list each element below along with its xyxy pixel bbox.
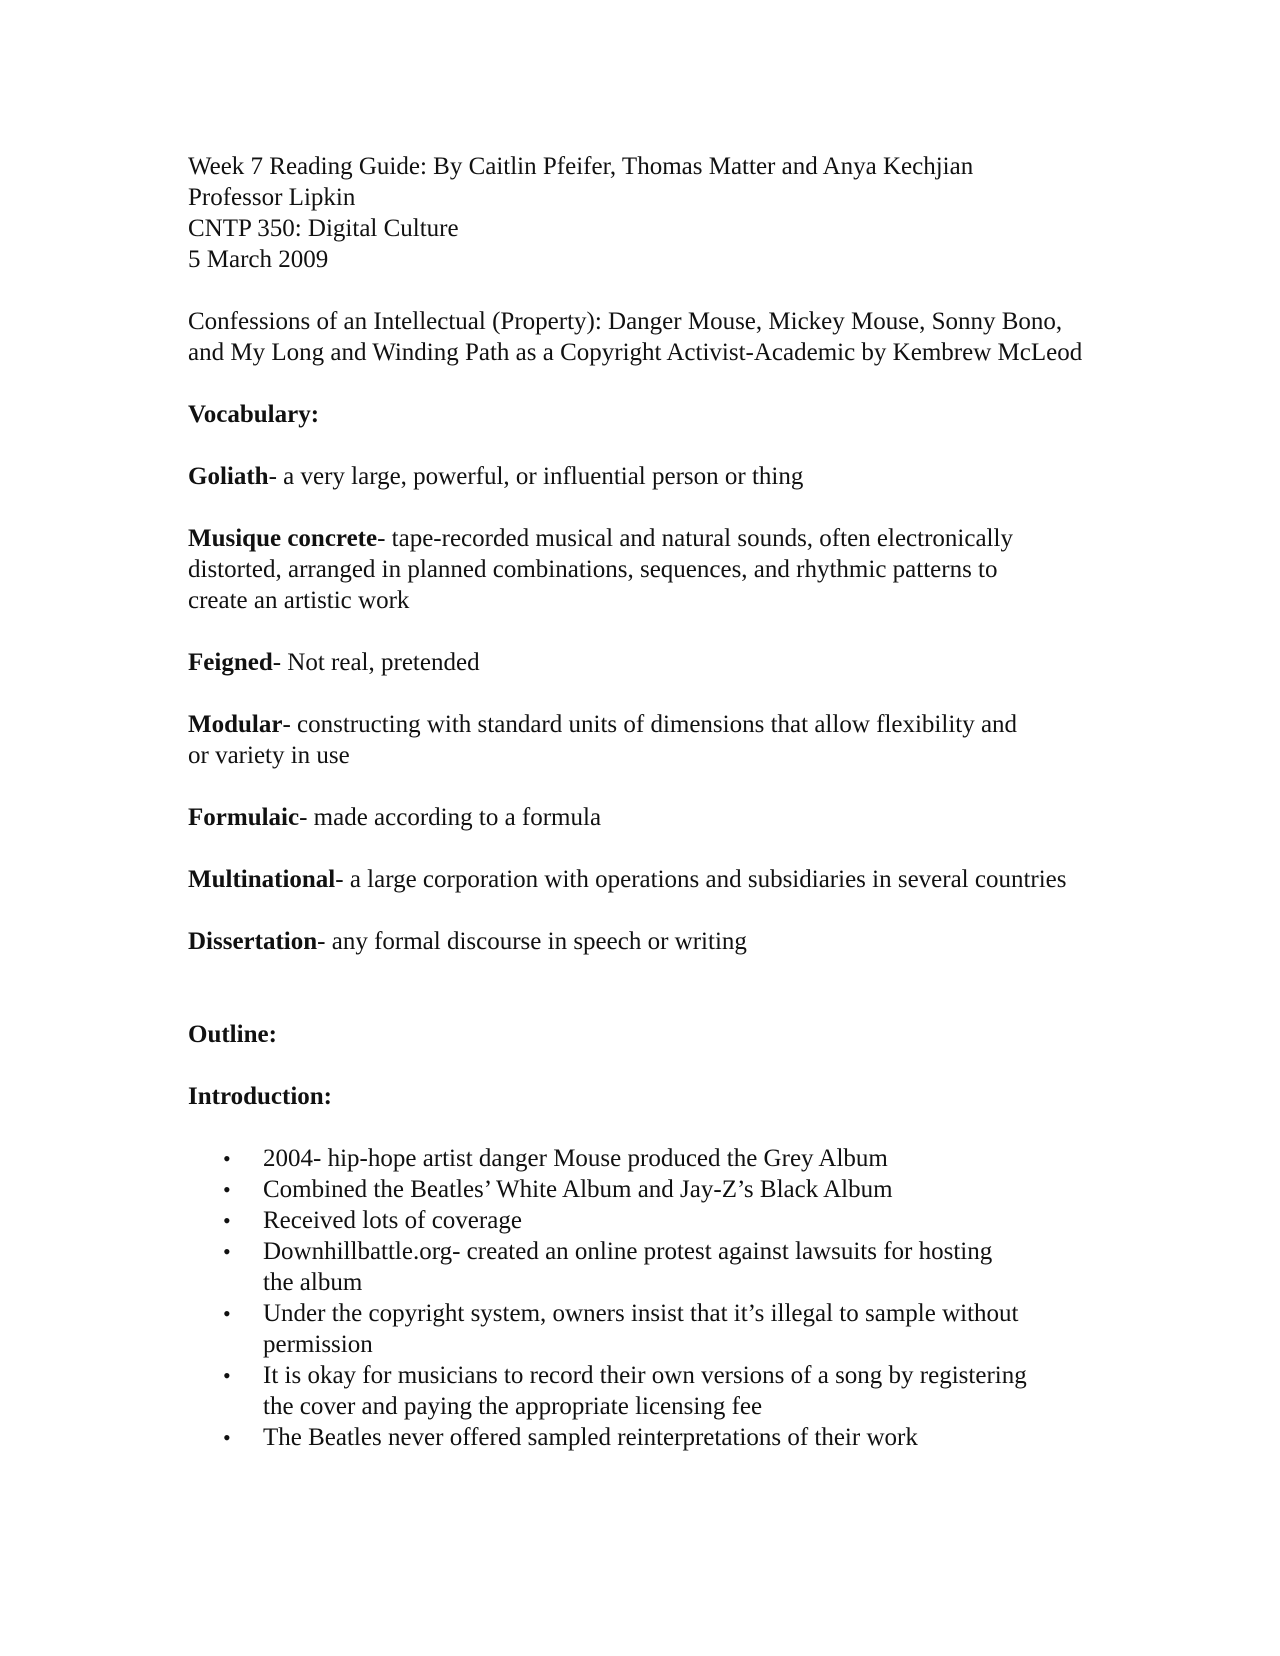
bullet-icon: •	[223, 1177, 231, 1202]
document-title: Week 7 Reading Guide: By Caitlin Pfeifer, Thomas Matter and Anya Kechjian	[188, 153, 974, 180]
vocab-term: Goliath	[188, 463, 269, 490]
bullet-icon: •	[223, 1301, 231, 1326]
course-name: CNTP 350: Digital Culture	[188, 215, 459, 242]
vocab-definition: - made according to a formula	[299, 804, 602, 831]
vocab-item	[188, 461, 1088, 492]
bullet-icon: •	[223, 1146, 231, 1171]
list-item-text: Combined the Beatles’ White Album and Jay-Z’s Black Album	[263, 1176, 893, 1203]
vocab-term: Formulaic	[188, 804, 300, 831]
vocab-definition: - constructing with standard units of dimensions that allow flexibility and or variety in use	[188, 711, 1018, 769]
vocab-term: Modular	[188, 711, 283, 738]
list-item	[188, 1236, 1028, 1298]
professor-name: Professor Lipkin	[188, 184, 356, 211]
list-item	[188, 1205, 1028, 1236]
vocab-definition: - a very large, powerful, or influential person or thing	[268, 463, 804, 490]
bullet-icon: •	[223, 1208, 231, 1233]
vocabulary-heading: Vocabulary:	[188, 401, 320, 428]
vocab-item	[188, 864, 1088, 895]
list-item-text: Downhillbattle.org- created an online protest against lawsuits for hosting the album	[263, 1238, 993, 1296]
list-item-text: The Beatles never offered sampled reinterpretations of their work	[263, 1424, 918, 1451]
bullet-icon: •	[223, 1425, 231, 1450]
bullet-icon: •	[223, 1239, 231, 1264]
vocab-definition: - Not real, pretended	[272, 649, 480, 676]
document-body	[188, 151, 1088, 1453]
introduction-heading: Introduction:	[188, 1083, 333, 1110]
vocab-term: Multinational	[188, 866, 336, 893]
article-title-line-2: and My Long and Winding Path as a Copyright Activist-Academic by Kembrew McLeod	[188, 339, 1083, 366]
vocab-term: Feigned	[188, 649, 273, 676]
list-item	[188, 1360, 1028, 1422]
vocab-item	[188, 802, 1088, 833]
article-title-line-1: Confessions of an Intellectual (Property): Danger Mouse, Mickey Mouse, Sonny Bono,	[188, 308, 1063, 335]
vocab-term: Dissertation	[188, 928, 318, 955]
vocab-item	[188, 647, 1088, 678]
introduction-bullet-list	[188, 1143, 1028, 1453]
list-item	[188, 1143, 1028, 1174]
vocab-term: Musique concrete	[188, 525, 378, 552]
list-item-text: It is okay for musicians to record their own versions of a song by registering the cover and paying the appropriate licensing fee	[263, 1362, 1027, 1420]
vocab-definition: - any formal discourse in speech or writing	[317, 928, 747, 955]
document-date: 5 March 2009	[188, 246, 329, 273]
list-item-text: Under the copyright system, owners insist that it’s illegal to sample without permission	[263, 1300, 1019, 1358]
list-item	[188, 1422, 1028, 1453]
vocab-item	[188, 523, 1028, 616]
list-item-text: Received lots of coverage	[263, 1207, 522, 1234]
list-item-text: 2004- hip-hope artist danger Mouse produced the Grey Album	[263, 1145, 888, 1172]
bullet-icon: •	[223, 1363, 231, 1388]
list-item	[188, 1174, 1028, 1205]
vocab-item	[188, 709, 1028, 771]
outline-heading: Outline:	[188, 1021, 277, 1048]
vocab-definition: - a large corporation with operations and subsidiaries in several countries	[335, 866, 1067, 893]
list-item	[188, 1298, 1028, 1360]
vocab-definition: - tape-recorded musical and natural sounds, often electronically distorted, arranged in planned combinations, sequences, and rhythmic patterns to create an artistic work	[188, 525, 1013, 614]
vocab-item	[188, 926, 1088, 957]
